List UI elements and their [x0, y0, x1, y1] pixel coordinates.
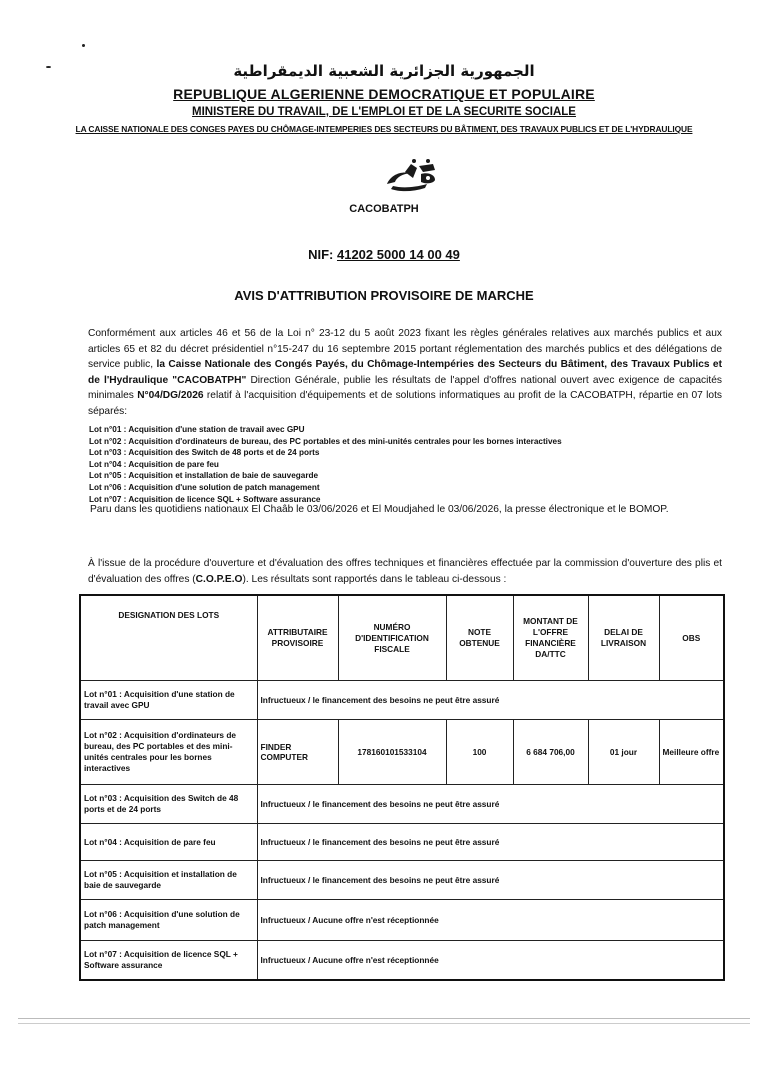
table-row — [80, 861, 724, 900]
lot-cell: Lot n°04 : Acquisition de pare feu — [80, 824, 257, 861]
lot-cell: Lot n°07 : Acquisition de licence SQL + Software assurance — [80, 941, 257, 981]
lot-cell: Lot n°06 : Acquisition d'une solution de patch management — [80, 900, 257, 941]
montant-cell: 6 684 706,00 — [513, 720, 588, 785]
lot-cell: Lot n°01 : Acquisition d'une station de travail avec GPU — [80, 681, 257, 720]
table-header-row — [80, 595, 724, 681]
procedure-text-1: À l'issue de la procédure d'ouverture et d'évaluation des offres techniques et financières effectuée par la commission d'ouverture des plis et d'évaluation des offres ( — [88, 558, 722, 585]
cacobatph-logo-icon — [383, 158, 439, 194]
obs-cell: Meilleure offre — [659, 720, 724, 785]
verdict-cell: Infructueux / le financement des besoins ne peut être assuré — [257, 861, 724, 900]
header-attributaire: ATTRIBUTAIRE PROVISOIRE — [257, 595, 338, 681]
intro-paragraph — [88, 326, 722, 420]
table-row — [80, 681, 724, 720]
note-cell: 100 — [446, 720, 513, 785]
intro-text-1: Conformément aux articles 46 et 56 de la Loi n° 23-12 du 5 août 2023 fixant les règles générales relatives aux marchés publics et aux articles 65 et 82 du décret présidentiel n°15-247 du 16 septembre 2015 portant réglementation des marchés publics et des délégations de service public, — [88, 328, 722, 371]
results-table — [79, 594, 725, 981]
lot-item: Lot n°05 : Acquisition et installation de baie de sauvegarde — [89, 471, 319, 481]
procedure-paragraph — [88, 556, 722, 587]
caisse-title: LA CAISSE NATIONALE DES CONGES PAYES DU CHÔMAGE-INTEMPERIES DES SECTEURS DU BÂTIMENT, DES TRAVAUX PUBLICS ET DE L'HYDRAULIQUE — [75, 124, 693, 134]
ministry-title: MINISTERE DU TRAVAIL, DE L'EMPLOI ET DE LA SECURITE SOCIALE — [192, 106, 576, 118]
lot-cell: Lot n°02 : Acquisition d'ordinateurs de bureau, des PC portables et des mini-unités centrales pour les bornes interactives — [80, 720, 257, 785]
verdict-cell: Infructueux / Aucune offre n'est réceptionnée — [257, 941, 724, 981]
table-row — [80, 720, 724, 785]
scan-footer-line — [18, 1018, 750, 1019]
verdict-cell: Infructueux / le financement des besoins ne peut être assuré — [257, 785, 724, 824]
header-note: NOTE OBTENUE — [446, 595, 513, 681]
lot-cell: Lot n°03 : Acquisition des Switch de 48 ports et de 24 ports — [80, 785, 257, 824]
header-delai: DELAI DE LIVRAISON — [588, 595, 659, 681]
intro-text-2: Direction Générale, publie les résultats de l'appel d'offres national ouvert avec exigence de capacités minimales — [88, 374, 722, 402]
arabic-header: الجمهورية الجزائرية الشعبية الديمقراطية — [233, 62, 535, 80]
header-montant: MONTANT DE L'OFFRE FINANCIÈRE DA/TTC — [513, 595, 588, 681]
table-row — [80, 941, 724, 981]
attributaire-cell: FINDER COMPUTER — [257, 720, 338, 785]
table-row — [80, 824, 724, 861]
scan-footer-line — [18, 1023, 750, 1024]
page-title: AVIS D'ATTRIBUTION PROVISOIRE DE MARCHE — [234, 288, 534, 303]
header-nif: NUMÉRO D'IDENTIFICATION FISCALE — [338, 595, 446, 681]
nif-line — [0, 247, 768, 262]
nif-value: 41202 5000 14 00 49 — [336, 247, 460, 262]
procedure-copeo: C.O.P.E.O — [195, 573, 243, 585]
lot-item: Lot n°03 : Acquisition des Switch de 48 ports et de 24 ports — [89, 448, 320, 458]
header-obs: OBS — [659, 595, 724, 681]
lot-item: Lot n°06 : Acquisition d'une solution de patch management — [89, 482, 320, 492]
verdict-cell: Infructueux / le financement des besoins ne peut être assuré — [257, 824, 724, 861]
lots-list — [89, 424, 562, 505]
scan-speck — [82, 44, 85, 47]
republic-title: REPUBLIQUE ALGERIENNE DEMOCRATIQUE ET POPULAIRE — [173, 86, 595, 102]
nif-label: NIF: — [308, 247, 337, 262]
lot-cell: Lot n°05 : Acquisition et installation de baie de sauvegarde — [80, 861, 257, 900]
procedure-text-2: ). Les résultats sont rapportés dans le tableau ci-dessous : — [242, 573, 507, 585]
header-designation: DESIGNATION DES LOTS — [80, 595, 257, 681]
verdict-cell: Infructueux / le financement des besoins ne peut être assuré — [257, 681, 724, 720]
lot-item: Lot n°07 : Acquisition de licence SQL + Software assurance — [89, 494, 321, 504]
table-row — [80, 785, 724, 824]
verdict-cell: Infructueux / Aucune offre n'est réceptionnée — [257, 900, 724, 941]
org-name: CACOBATPH — [349, 203, 419, 215]
intro-text-3: relatif à l'acquisition d'équipements et de solutions informatiques au profit de la CACOBATPH, répartie en 07 lots séparés: — [88, 390, 722, 417]
delai-cell: 01 jour — [588, 720, 659, 785]
lot-item: Lot n°04 : Acquisition de pare feu — [89, 459, 219, 469]
nif-cell: 178160101533104 — [338, 720, 446, 785]
intro-bold-org: la Caisse Nationale des Congés Payés, du Chômage-Intempéries des Secteurs du Bâtiment, des Travaux Publics et de l'Hydraulique "CACOBATPH" — [88, 359, 722, 386]
lot-item: Lot n°02 : Acquisition d'ordinateurs de bureau, des PC portables et des mini-unités centrales pour les bornes interactives — [89, 436, 562, 446]
publication-paragraph: Paru dans les quotidiens nationaux El Chaâb le 03/06/2026 et El Moudjahed le 03/06/2026, la presse électronique et le BOMOP. — [90, 504, 669, 515]
intro-ref: N°04/DG/2026 — [137, 390, 204, 402]
table-row — [80, 900, 724, 941]
lot-item: Lot n°01 : Acquisition d'une station de travail avec GPU — [89, 425, 305, 434]
